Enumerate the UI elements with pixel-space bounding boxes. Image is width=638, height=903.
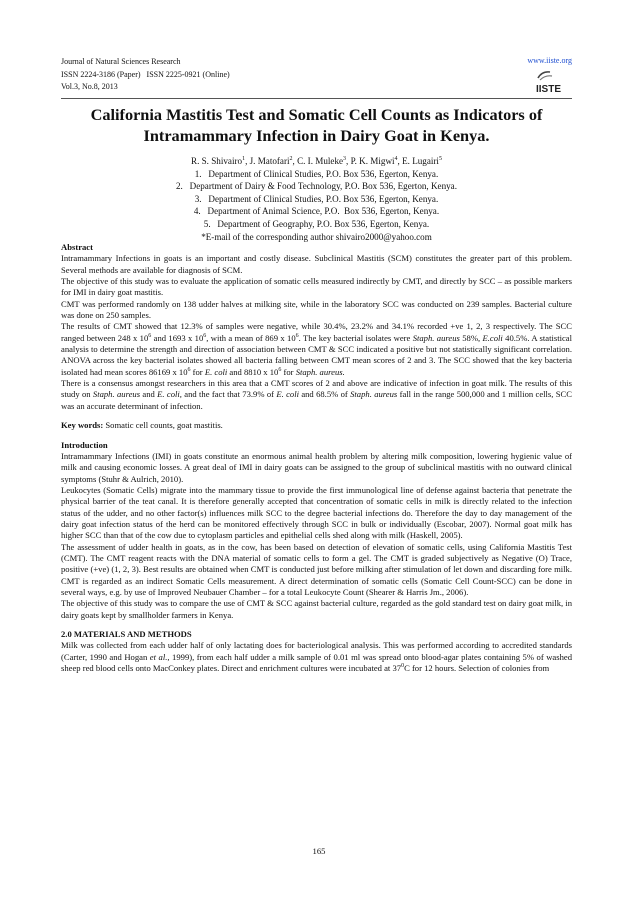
affiliation-2: 2. Department of Dairy & Food Technology, P.O. Box 536, Egerton, Kenya.	[176, 181, 457, 192]
affiliation-1: 1. Department of Clinical Studies, P.O. Box 536, Egerton, Kenya.	[194, 168, 439, 179]
paper-title: California Mastitis Test and Somatic Cell Counts as Indicators of Intramammary Infection in Dairy Goat in Kenya.	[90, 105, 543, 145]
affiliation-5: 5. Department of Geography, P.O. Box 536, Egerton, Kenya.	[203, 218, 430, 229]
keywords-text: Somatic cell counts, goat mastitis.	[103, 420, 223, 431]
abstract-heading: Abstract	[61, 242, 93, 252]
page-number: 165	[312, 846, 326, 856]
corresponding-email: *E-mail of the corresponding author shivairo2000@yahoo.com	[201, 231, 432, 242]
methods-paragraph: Milk was collected from each udder half of only lactating does for bacteriological analysis. This was performed according to accredited standards (Carter, 1990 and Hogan et al., 1999), from each half udder a milk sample of 0.01 ml was spread onto blood-agar plates containing 5% of washed sheep red blood cells onto MacConkey plates. Direct and enrichment cultures were incubated at $37^0C$ for 12 hours. Selection of colonies from	[61, 640, 572, 674]
abstract-paragraph: CMT was performed randomly on 138 udder halves at milking site, while in the laboratory SCC was conducted on 239 samples. Bacterial culture was done on 250 samples.	[61, 298, 572, 321]
issn-line: ISSN 2224-3186 (Paper) ISSN 2225-0921 (Online)	[61, 69, 230, 79]
journal-url-link[interactable]: www.iiste.org	[527, 56, 572, 65]
header-rule	[61, 98, 572, 99]
introduction-paragraph: Intramammary Infections (IMI) in goats constitute an enormous animal health problem by altering milk composition, lowering hygienic value of milk and causing economic losses. A great deal of IMI in dairy goats can be assigned to the group of subclinical mastitis with no outward clinical symptoms (Stuhr & Aulrich, 2010).	[61, 450, 572, 484]
abstract-paragraph: The objective of this study was to evaluate the application of somatic cells measured indirectly by CMT, and directly by SCC – as possible markers for IMI in dairy goat mastitis.	[61, 276, 572, 298]
introduction-heading: Introduction	[61, 439, 108, 450]
iiste-logo	[534, 69, 572, 95]
logo-text: IISTE	[536, 84, 562, 95]
introduction-paragraph: Leukocytes (Somatic Cells) migrate into the mammary tissue to provide the first immunological line of defense against bacteria that penetrate the physical barrier of the teat canal. It is therefore generally accepted that concentration of somatic cells in milk is directly related to the infection status of the udder, and no other factor(s) influences milk SCC to the degree bacterial infections do. Therefore the day to day management of the dairy goat infection status of the herd can be monitored effectively through SCC in bulk or individually (Escobar, 2007). Normal goat milk has higher SCC than that of the cow due to cytoplasm particles and epithelial cells shed along with milk (Haskell, 2005).	[61, 484, 572, 541]
author-block	[61, 155, 572, 243]
abstract-paragraph: There is a consensus amongst researchers in this area that a CMT scores of 2 and above are indicative of infection in goat milk. The results of this study on Staph. aureus and E. coli, and the fact that 73.9% of E. coli and 68.5% of Staph. aureus fall in the range 500,000 and 1 million cells, SCC was an accurate determinant of infection.	[61, 378, 572, 411]
abstract-paragraph: Intramammary Infections in goats is an important and costly disease. Subclinical Mastitis (SCM) constitutes the greater part of this problem. Several methods are available for diagnosis of SCM.	[61, 253, 572, 275]
paper-body	[61, 242, 572, 674]
affiliation-3: 3. Department of Clinical Studies, P.O. Box 536, Egerton, Kenya.	[194, 193, 439, 204]
journal-name: Journal of Natural Sciences Research	[61, 57, 181, 66]
methods-heading: 2.0 MATERIALS AND METHODS	[61, 629, 192, 639]
introduction-paragraph: The objective of this study was to compare the use of CMT & SCC against bacterial culture, regarded as the gold standard test on dairy goat milk, in dairy goats kept by smallholder farmers in Kenya.	[61, 598, 572, 620]
keywords-line	[61, 420, 572, 431]
abstract-paragraph: The results of CMT showed that 12.3% of samples were negative, while 30.4%, 23.2% and 34.1% recorded +ve 1, 2, 3 respectively. The SCC ranged between 248 x $10^6$ and 1693 x $10^6$, with a mean of 869 x $10^6$. The key bacterial isolates were Staph. aureus 58%, E.coli 40.5%. A statistical analysis to determine the strength and direction of association between CMT & SCC indicated a positive but not statistically significant correlation. ANOVA across the key bacterial isolates showed all bacteria falling between CMT mean scores of 2 and 3. The SCC showed that the key bacteria isolated had mean scores 86169 x $10^6$ for E. coli and 8810 x $10^6$ for Staph. aureus.	[61, 321, 572, 377]
keywords-label: Key words:	[61, 420, 104, 431]
affiliation-4: 4. Department of Animal Science, P.O. Box 536, Egerton, Kenya.	[193, 206, 440, 217]
volume-line: Vol.3, No.8, 2013	[61, 82, 118, 91]
introduction-paragraph: The assessment of udder health in goats, as in the cow, has been based on detection of elevation of somatic cells, using California Mastitis Test (CMT). The CMT reagent reacts with the DNA material of somatic cells to form a gel. The CMT is graded subjectively as Negative (O) Trace, positive (+ve) (1, 2, 3). Best results are obtained when CMT is conducted just before milking after stimulation of let down and discarding fore milk. CMT is regarded as an indirect Somatic Cells measurement. A direct determination of somatic cells (Somatic Cell Count-SCC) can be done in several ways, e.g. by use of Improved Neubauer Chamber – for a total Leukocyte Count (Shearer & Harris Jm., 2006).	[61, 541, 572, 597]
journal-header	[61, 56, 230, 94]
author-list: R. S. Shivairo$^1$, J. Matofari$^2$, C. I. Muleke$^3$, P. K. Migwi$^4$, E. Lugairi$^5$	[191, 155, 442, 166]
